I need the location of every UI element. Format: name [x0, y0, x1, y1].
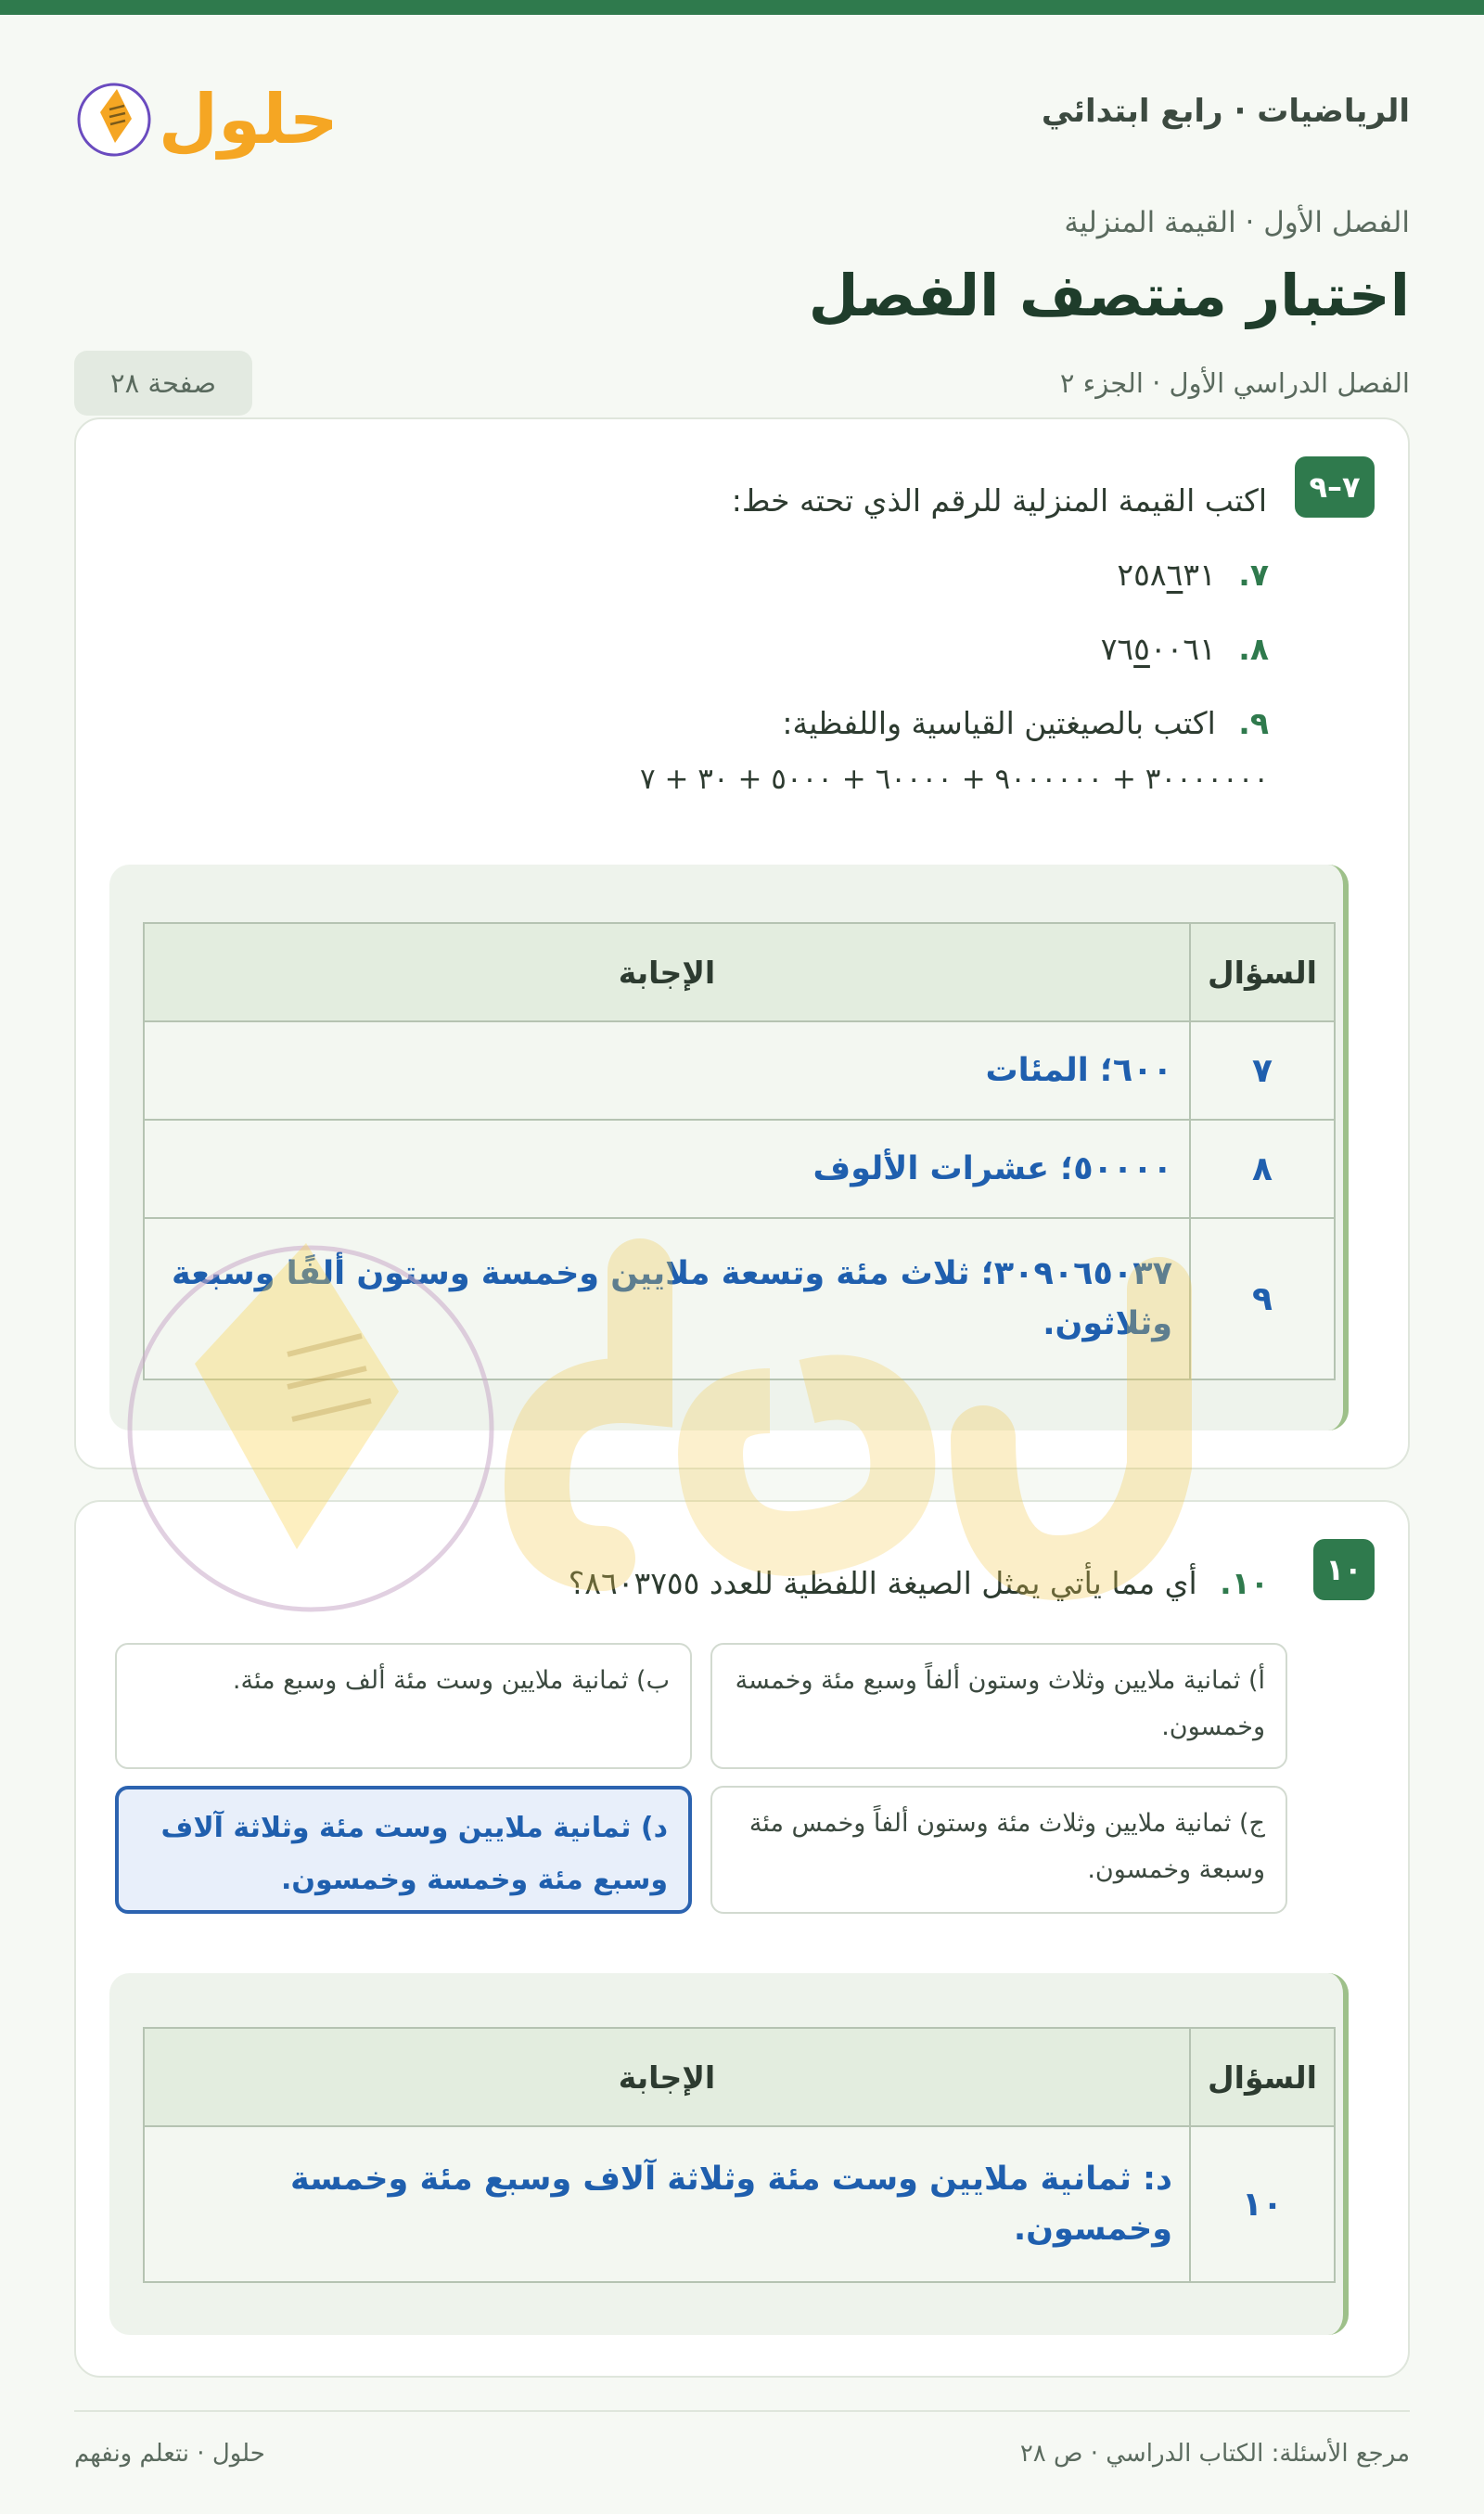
answer-table	[143, 922, 1336, 1380]
option-b[interactable]: ب) ثمانية ملايين وست مئة ألف وسبع مئة.	[115, 1643, 692, 1769]
semester-label: الفصل الدراسي الأول · الجزء ٢	[1059, 367, 1410, 399]
footer-divider	[74, 2410, 1410, 2412]
table-row: ٧ ٦٠٠؛ المئات	[144, 1021, 1335, 1120]
expanded-expression: ٣٠٠٠٠٠٠٠ + ٩٠٠٠٠٠٠ + ٦٠٠٠٠ + ٥٠٠٠ + ٣٠ + ٧	[639, 763, 1269, 796]
question-number: ٩.	[1238, 705, 1269, 741]
question-7	[1117, 557, 1269, 593]
footer-reference: مرجع الأسئلة: الكتاب الدراسي · ص ٢٨	[1019, 2440, 1410, 2468]
footer-brand: حلول · نتعلم ونفهم	[74, 2440, 265, 2468]
question-9: ٩. اكتب بالصيغتين القياسية واللفظية:	[782, 705, 1269, 741]
table-row: ٨ ٥٠٠٠٠؛ عشرات الألوف	[144, 1120, 1335, 1218]
top-accent-bar	[0, 0, 1484, 15]
question-number-badge: ١٠	[1313, 1539, 1375, 1600]
option-d-selected[interactable]: د) ثمانية ملايين وست مئة وثلاثة آلاف وسبع مئة وخمسة وخمسون.	[115, 1786, 692, 1914]
table-row: ١٠ د: ثمانية ملايين وست مئة وثلاثة آلاف وسبع مئة وخمسة وخمسون.	[144, 2126, 1335, 2282]
question-10: ١٠. أي مما يأتي يمثل الصيغة اللفظية للعدد ٨٦٠٣٧٥٥؟	[568, 1565, 1269, 1601]
question-10-card	[74, 1500, 1410, 2378]
questions-7-9-card	[74, 417, 1410, 1469]
answer-column-header: الإجابة	[144, 923, 1190, 1021]
question-number: ١٠.	[1220, 1565, 1269, 1601]
instruction-text: اكتب القيمة المنزلية للرقم الذي تحته خط:	[731, 482, 1267, 519]
option-a[interactable]: أ) ثمانية ملايين وثلاث وستون ألفاً وسبع مئة وخمسة وخمسون.	[710, 1643, 1287, 1769]
answer-column-header: الإجابة	[144, 2028, 1190, 2126]
number-with-underlined-digit: ٧٦٥٠٠٦١	[1100, 631, 1216, 667]
chapter-label: الفصل الأول · القيمة المنزلية	[1064, 206, 1410, 239]
option-c[interactable]: ج) ثمانية ملايين وثلاث مئة وستون ألفاً وخمس مئة وسبعة وخمسون.	[710, 1786, 1287, 1914]
question-8	[1101, 631, 1269, 667]
subject-grade-label: الرياضيات · رابع ابتدائي	[1041, 93, 1410, 130]
question-number: ٧.	[1238, 557, 1269, 593]
svg-text:حلول: حلول	[158, 80, 332, 160]
question-number: ٨.	[1238, 631, 1269, 667]
page-number-badge: صفحة ٢٨	[74, 351, 252, 416]
hulul-logo	[72, 61, 332, 173]
number-with-underlined-digit: ٢٥٨٦٣١	[1117, 557, 1216, 593]
question-column-header: السؤال	[1190, 923, 1335, 1021]
table-row: ٩ ٣٠٩٠٦٥٠٣٧؛ ثلاث مئة وتسعة ملايين وخمسة وستون ألفًا وسبعة وثلاثون.	[144, 1218, 1335, 1379]
question-column-header: السؤال	[1190, 2028, 1335, 2126]
answer-table	[143, 2027, 1336, 2283]
page-title: اختبار منتصف الفصل	[808, 262, 1410, 329]
question-range-badge: ٧–٩	[1295, 456, 1375, 518]
